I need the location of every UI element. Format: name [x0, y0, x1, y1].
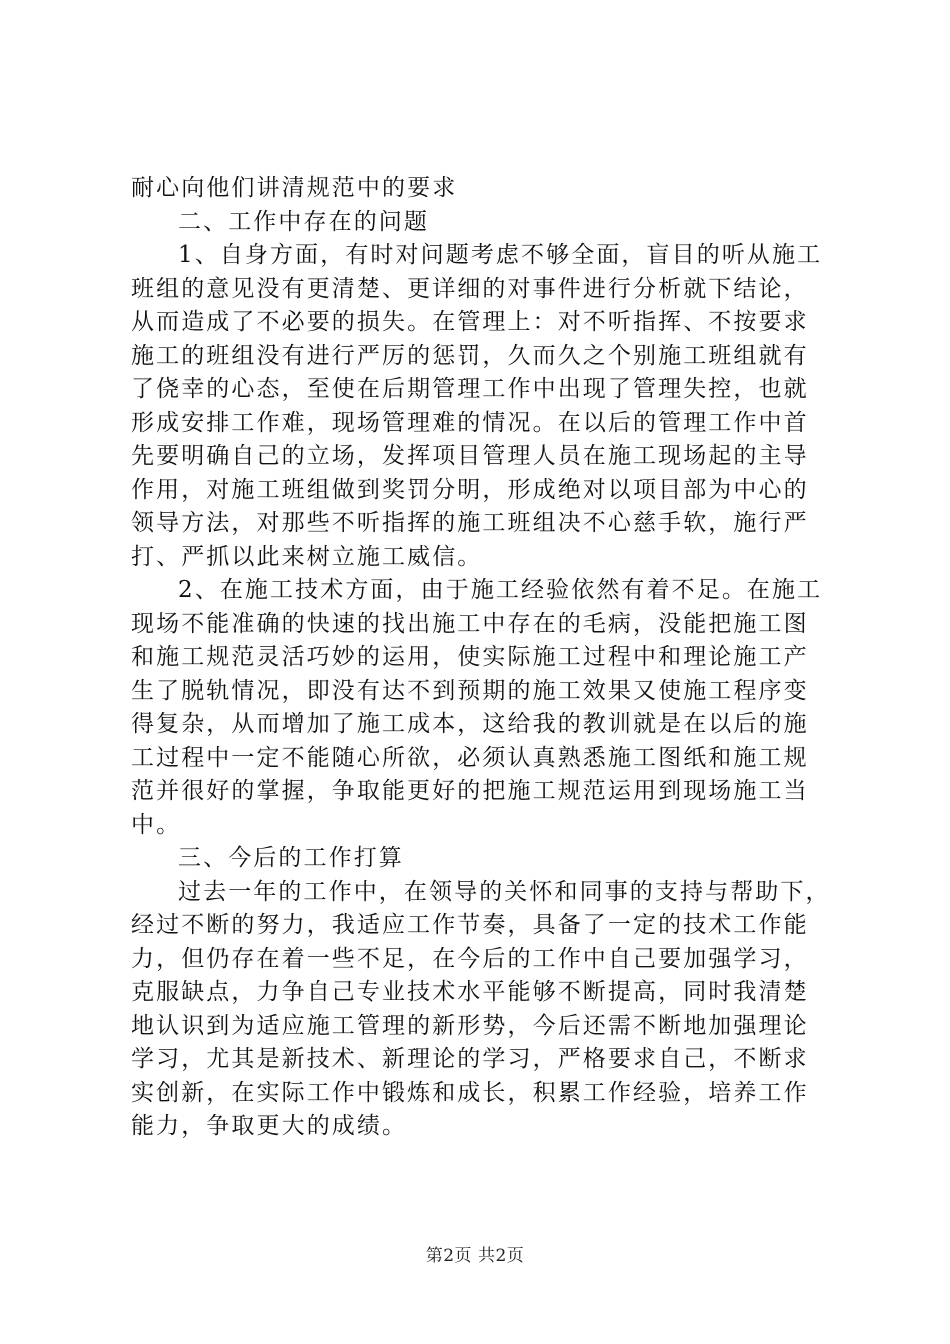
text-line: 学习，尤其是新技术、新理论的学习，严格要求自己，不断求 [131, 1046, 809, 1072]
document-body [131, 172, 831, 1144]
text-line: 能力，争取更大的成绩。 [131, 1113, 408, 1139]
text-line: 生了脱轨情况，即没有达不到预期的施工效果又使施工程序变 [131, 677, 809, 704]
text-line: 中。 [131, 811, 182, 838]
page-footer: 第2页 共2页 [425, 1246, 525, 1266]
text-line: 得复杂，从而增加了施工成本，这给我的教训就是在以后的施 [131, 711, 809, 737]
text-line: 耐心向他们讲清规范中的要求 [131, 175, 458, 201]
text-line: 过去一年的工作中，在领导的关怀和同事的支持与帮助下， [178, 878, 831, 905]
text-line: 二、工作中存在的问题 [178, 208, 429, 235]
text-line: 和施工规范灵活巧妙的运用，使实际施工过程中和理论施工产 [131, 644, 809, 670]
text-line: 领导方法，对那些不听指挥的施工班组决不心慈手软，施行严 [131, 510, 809, 536]
text-line: 了侥幸的心态，至使在后期管理工作中出现了管理失控，也就 [131, 376, 809, 402]
text-line: 形成安排工作难，现场管理难的情况。在以后的管理工作中首 [131, 409, 809, 436]
text-line: 工过程中一定不能随心所欲，必须认真熟悉施工图纸和施工规 [131, 744, 809, 771]
text-line: 经过不断的努力，我适应工作节奏，具备了一定的技术工作能 [131, 912, 809, 938]
text-line: 1、自身方面，有时对问题考虑不够全面，盲目的听从施工 [178, 242, 823, 268]
text-line: 实创新，在实际工作中锻炼和成长，积累工作经验，培养工作 [131, 1079, 809, 1106]
text-line: 打、严抓以此来树立施工威信。 [131, 543, 483, 570]
text-line: 力，但仍存在着一些不足，在今后的工作中自己要加强学习， [131, 945, 809, 972]
text-line: 2、在施工技术方面，由于施工经验依然有着不足。在施工 [178, 577, 823, 603]
text-line: 地认识到为适应施工管理的新形势，今后还需不断地加强理论 [131, 1012, 809, 1039]
text-line: 现场不能准确的快速的找出施工中存在的毛病，没能把施工图 [131, 610, 809, 637]
text-line: 克服缺点，力争自己专业技术水平能够不断提高，同时我清楚 [131, 979, 809, 1005]
text-line: 三、今后的工作打算 [178, 845, 404, 871]
text-line: 从而造成了不必要的损失。在管理上：对不听指挥、不按要求 [131, 309, 809, 335]
text-line: 范并很好的掌握，争取能更好的把施工规范运用到现场施工当 [131, 778, 809, 804]
text-line: 施工的班组没有进行严厉的惩罚，久而久之个别施工班组就有 [131, 342, 809, 369]
text-line: 作用，对施工班组做到奖罚分明，形成绝对以项目部为中心的 [131, 476, 809, 503]
text-line: 先要明确自己的立场，发挥项目管理人员在施工现场起的主导 [131, 443, 809, 469]
text-line: 班组的意见没有更清楚、更详细的对事件进行分析就下结论， [131, 275, 809, 302]
